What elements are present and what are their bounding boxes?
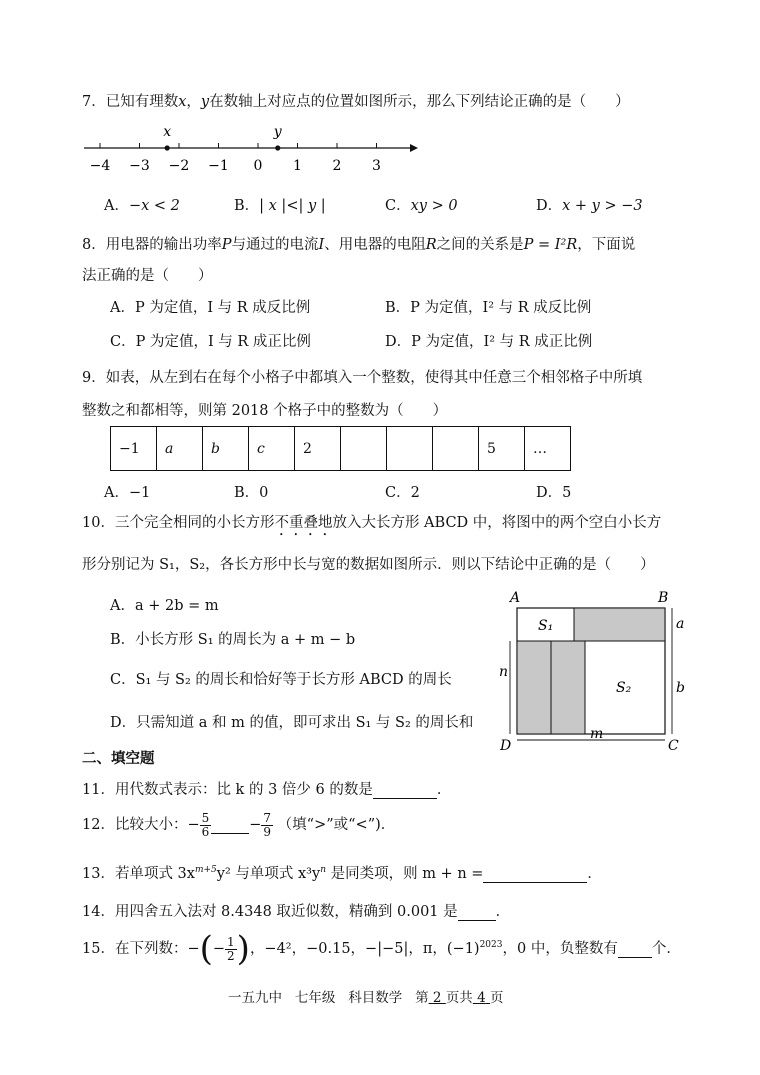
- label-A: A: [510, 590, 521, 606]
- grid-cell: b: [203, 427, 249, 471]
- q8-stem-line1: 8．用电器的输出功率P与通过的电流I、用电器的电阻R之间的关系是P = I²R，下面说: [82, 237, 636, 253]
- q10-rectangle-figure: [498, 588, 694, 754]
- q9-option-b[interactable]: B．0: [234, 485, 269, 501]
- q12: 12．比较大小：− $\frac{5}{6}$ − $\frac{7}{9}$ （填“>”或“<”)．: [82, 811, 396, 839]
- q9-stem-line1: 9．如表，从左到右在每个小格子中都填入一个整数，使得其中任意三个相邻格子中所填: [82, 370, 643, 386]
- label-B: B: [658, 590, 669, 606]
- q15: 15．在下列数：−(− $\frac{1}{2}$ )，−4²，−0.15，−|−5|，π，$(-1)^{2023}$，0 中，负整数有 个．: [82, 929, 681, 969]
- q10-option-b[interactable]: B．小长方形 S₁ 的周长为 a + m − b: [110, 632, 356, 648]
- q14: 14．用四舍五入法对 8.4348 取近似数，精确到 0.001 是 ．: [82, 904, 511, 920]
- grid-cell: c: [249, 427, 295, 471]
- fraction: $\frac{5}{6}$: [201, 811, 210, 839]
- q9-number-grid: [110, 426, 571, 471]
- number-line-point-y: [275, 145, 280, 150]
- q7-option-a[interactable]: A．−x < 2: [104, 198, 180, 214]
- grid-cell: [341, 427, 387, 471]
- answer-blank[interactable]: [211, 817, 249, 834]
- label-b: b: [676, 680, 685, 696]
- answer-blank[interactable]: [458, 904, 496, 921]
- q10-option-a[interactable]: A．a + 2b = m: [110, 598, 219, 614]
- grid-cell: …: [525, 427, 571, 471]
- label-n: n: [499, 664, 509, 680]
- number-line-tick-label: 3: [372, 158, 381, 174]
- grid-cell: 2: [295, 427, 341, 471]
- label-S2: S₂: [616, 680, 632, 696]
- label-S1: S₁: [538, 618, 554, 634]
- fraction: $\frac{7}{9}$: [263, 811, 272, 839]
- q9-option-c[interactable]: C．2: [385, 485, 420, 501]
- number-line-point-x: [165, 145, 170, 150]
- q10-option-c[interactable]: C．S₁ 与 S₂ 的周长和恰好等于长方形 ABCD 的周长: [110, 672, 452, 688]
- q9-stem-line2: 整数之和都相等，则第 2018 个格子中的整数为（ ）: [82, 403, 448, 419]
- q13: 13．若单项式 $3x^{m+5}y^2$ 与单项式 $x^3y^n$ 是同类项，则 m + n = ．: [82, 865, 602, 882]
- label-m: m: [590, 726, 604, 742]
- label-C: C: [668, 738, 679, 754]
- grid-cell: 5: [479, 427, 525, 471]
- q8-option-b[interactable]: B．P 为定值，I² 与 R 成反比例: [385, 300, 592, 316]
- grid-cell: a: [157, 427, 203, 471]
- label-D: D: [500, 738, 512, 754]
- number-line-label-x: x: [163, 124, 172, 140]
- number-line-label-y: y: [273, 124, 282, 140]
- q9-option-a[interactable]: A．−1: [104, 485, 151, 501]
- number-line-tick-label: −3: [129, 158, 150, 174]
- q7-stem: 7．已知有理数x，y在数轴上对应点的位置如图所示，那么下列结论正确的是（ ）: [82, 94, 630, 110]
- q7-option-d[interactable]: D．x + y > −3: [536, 198, 643, 214]
- number-line-tick-label: −2: [168, 158, 190, 174]
- q7-option-b[interactable]: B．| x |<| y |: [234, 198, 326, 214]
- answer-blank[interactable]: [483, 866, 587, 883]
- number-line-tick-label: 2: [332, 158, 342, 174]
- fraction: $\frac{1}{2}$: [227, 934, 235, 963]
- number-line-tick-label: 0: [253, 158, 263, 174]
- page-footer: 一五九中 七年级 科目数学 第 2 页共 4 页: [228, 990, 504, 1006]
- answer-blank[interactable]: [373, 782, 437, 799]
- answer-blank[interactable]: [618, 941, 652, 958]
- grid-cell: [433, 427, 479, 471]
- q11: 11．用代数式表示：比 k 的 3 倍少 6 的数是 ．: [82, 782, 452, 798]
- q10-stem-line2: 形分别记为 S₁，S₂，各长方形中长与宽的数据如图所示．则以下结论中正确的是（ ）: [82, 557, 655, 573]
- section-title-fill-blank: 二、填空题: [82, 751, 155, 767]
- q8-option-a[interactable]: A．P 为定值，I 与 R 成反比例: [110, 300, 311, 316]
- number-line-tick-label: −4: [89, 158, 111, 174]
- number-line-tick-label: −1: [208, 158, 229, 174]
- q9-option-d[interactable]: D．5: [536, 485, 572, 501]
- number-line: [80, 120, 420, 178]
- q10-option-d[interactable]: D．只需知道 a 和 m 的值，即可求出 S₁ 与 S₂ 的周长和: [110, 715, 474, 731]
- label-a: a: [676, 616, 685, 632]
- grid-cell: [387, 427, 433, 471]
- q7-option-c[interactable]: C．xy > 0: [385, 198, 458, 214]
- q10-stem-line1: 10．三个完全相同的小长方形不重叠地放入大长方形 ABCD 中，将图中的两个空白小长方: [82, 515, 662, 531]
- q8-stem-line2: 法正确的是（ ）: [82, 268, 213, 284]
- q8-option-c[interactable]: C．P 为定值，I 与 R 成正比例: [110, 334, 311, 350]
- number-line-tick-label: 1: [293, 158, 302, 174]
- grid-cell: −1: [111, 427, 157, 471]
- q8-option-d[interactable]: D．P 为定值，I² 与 R 成正比例: [385, 334, 593, 350]
